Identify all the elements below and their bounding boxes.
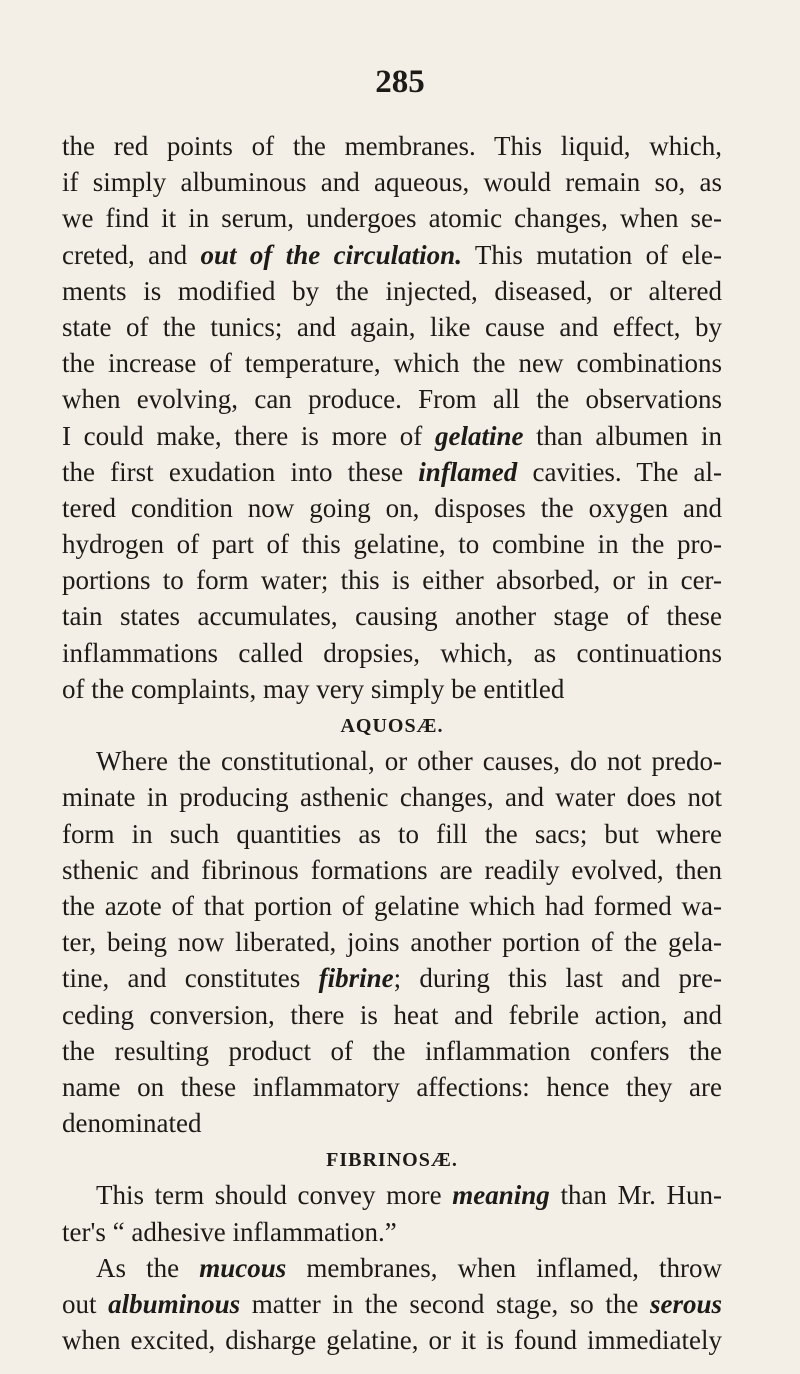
italic-phrase: fibrine <box>318 963 394 994</box>
text-run: than Mr. Hun- <box>549 1180 723 1211</box>
text-line: minate in producing asthenic changes, and water does not <box>62 782 722 813</box>
text-line: inflammations called dropsies, which, as continuations <box>62 637 722 668</box>
text-line: state of the tunics; and again, like cause and effect, by <box>62 311 722 342</box>
section-heading-aquosae: AQUOSÆ. <box>340 715 444 737</box>
text-line: ments is modified by the injected, diseased, or altered <box>62 275 722 306</box>
italic-phrase: serous <box>649 1289 722 1319</box>
text-line: hydrogen of part of this gelatine, to combine in the pro- <box>62 529 722 560</box>
text-line <box>62 1177 722 1213</box>
italic-phrase: out of the circulation. <box>200 239 462 270</box>
italic-phrase: inflamed <box>418 456 518 487</box>
text-line <box>62 237 722 273</box>
text-line: the resulting product of the inflammation confers the <box>62 1035 722 1066</box>
text-line: the red points of the membranes. This liquid, which, <box>62 131 722 161</box>
text-line: denominated <box>62 1108 202 1139</box>
text-line: form in such quantities as to fill the sacs; but where <box>62 818 722 849</box>
text-line <box>62 1286 722 1322</box>
text-line: the increase of temperature, which the new combinations <box>62 348 722 379</box>
text-run: tine, and constitutes <box>62 963 319 994</box>
body-text <box>62 128 722 1358</box>
italic-phrase: meaning <box>452 1180 550 1211</box>
text-line: when evolving, can produce. From all the observations <box>62 384 722 415</box>
text-run: I could make, there is more of <box>62 420 435 451</box>
text-line: ceding conversion, there is heat and febrile action, and <box>62 999 722 1030</box>
text-line: ter, being now liberated, joins another portion of the gela- <box>62 927 722 958</box>
text-line: sthenic and fibrinous formations are readily evolved, then <box>62 854 722 885</box>
text-line <box>62 960 722 996</box>
text-line: we find it in serum, undergoes atomic changes, when se- <box>62 203 722 234</box>
section-heading-fibrinosae: FIBRINOSÆ. <box>326 1149 458 1172</box>
text-line: tain states accumulates, causing another stage of these <box>62 601 722 632</box>
text-run: ; during this last and pre- <box>393 963 722 994</box>
text-line: Where the constitutional, or other causes, do not predo- <box>96 746 722 777</box>
text-line: ter's “ adhesive inflammation.” <box>62 1216 397 1247</box>
text-run: membranes, when inflamed, throw <box>286 1252 722 1283</box>
text-line <box>62 418 722 454</box>
text-run: As the <box>96 1252 200 1283</box>
text-line: the azote of that portion of gelatine which had formed wa- <box>62 890 722 921</box>
text-run: creted, and <box>62 239 201 270</box>
text-line: when excited, disharge gelatine, or it is found immediately <box>62 1325 722 1356</box>
text-line: of the complaints, may very simply be entitled <box>62 673 565 704</box>
text-run: This term should convey more <box>96 1180 453 1211</box>
text-run: cavities. The al- <box>517 456 722 487</box>
text-line: if simply albuminous and aqueous, would remain so, as <box>62 167 722 198</box>
text-line: tered condition now going on, disposes the oxygen and <box>62 492 722 523</box>
page-number: 285 <box>375 64 425 100</box>
text-run: the first exudation into these <box>62 456 419 487</box>
text-run: out <box>62 1289 109 1319</box>
italic-phrase: albuminous <box>108 1289 241 1319</box>
text-run: matter in the second stage, so the <box>240 1289 650 1319</box>
text-line <box>62 454 722 490</box>
text-run: This mutation of ele- <box>461 239 722 270</box>
text-line: name on these inflammatory affections: hence they are <box>62 1071 722 1102</box>
text-run: than albumen in <box>523 420 722 451</box>
italic-phrase: mucous <box>199 1252 287 1283</box>
text-line <box>62 1250 722 1286</box>
text-line: portions to form water; this is either absorbed, or in cer- <box>62 565 722 596</box>
italic-phrase: gelatine <box>434 420 524 451</box>
